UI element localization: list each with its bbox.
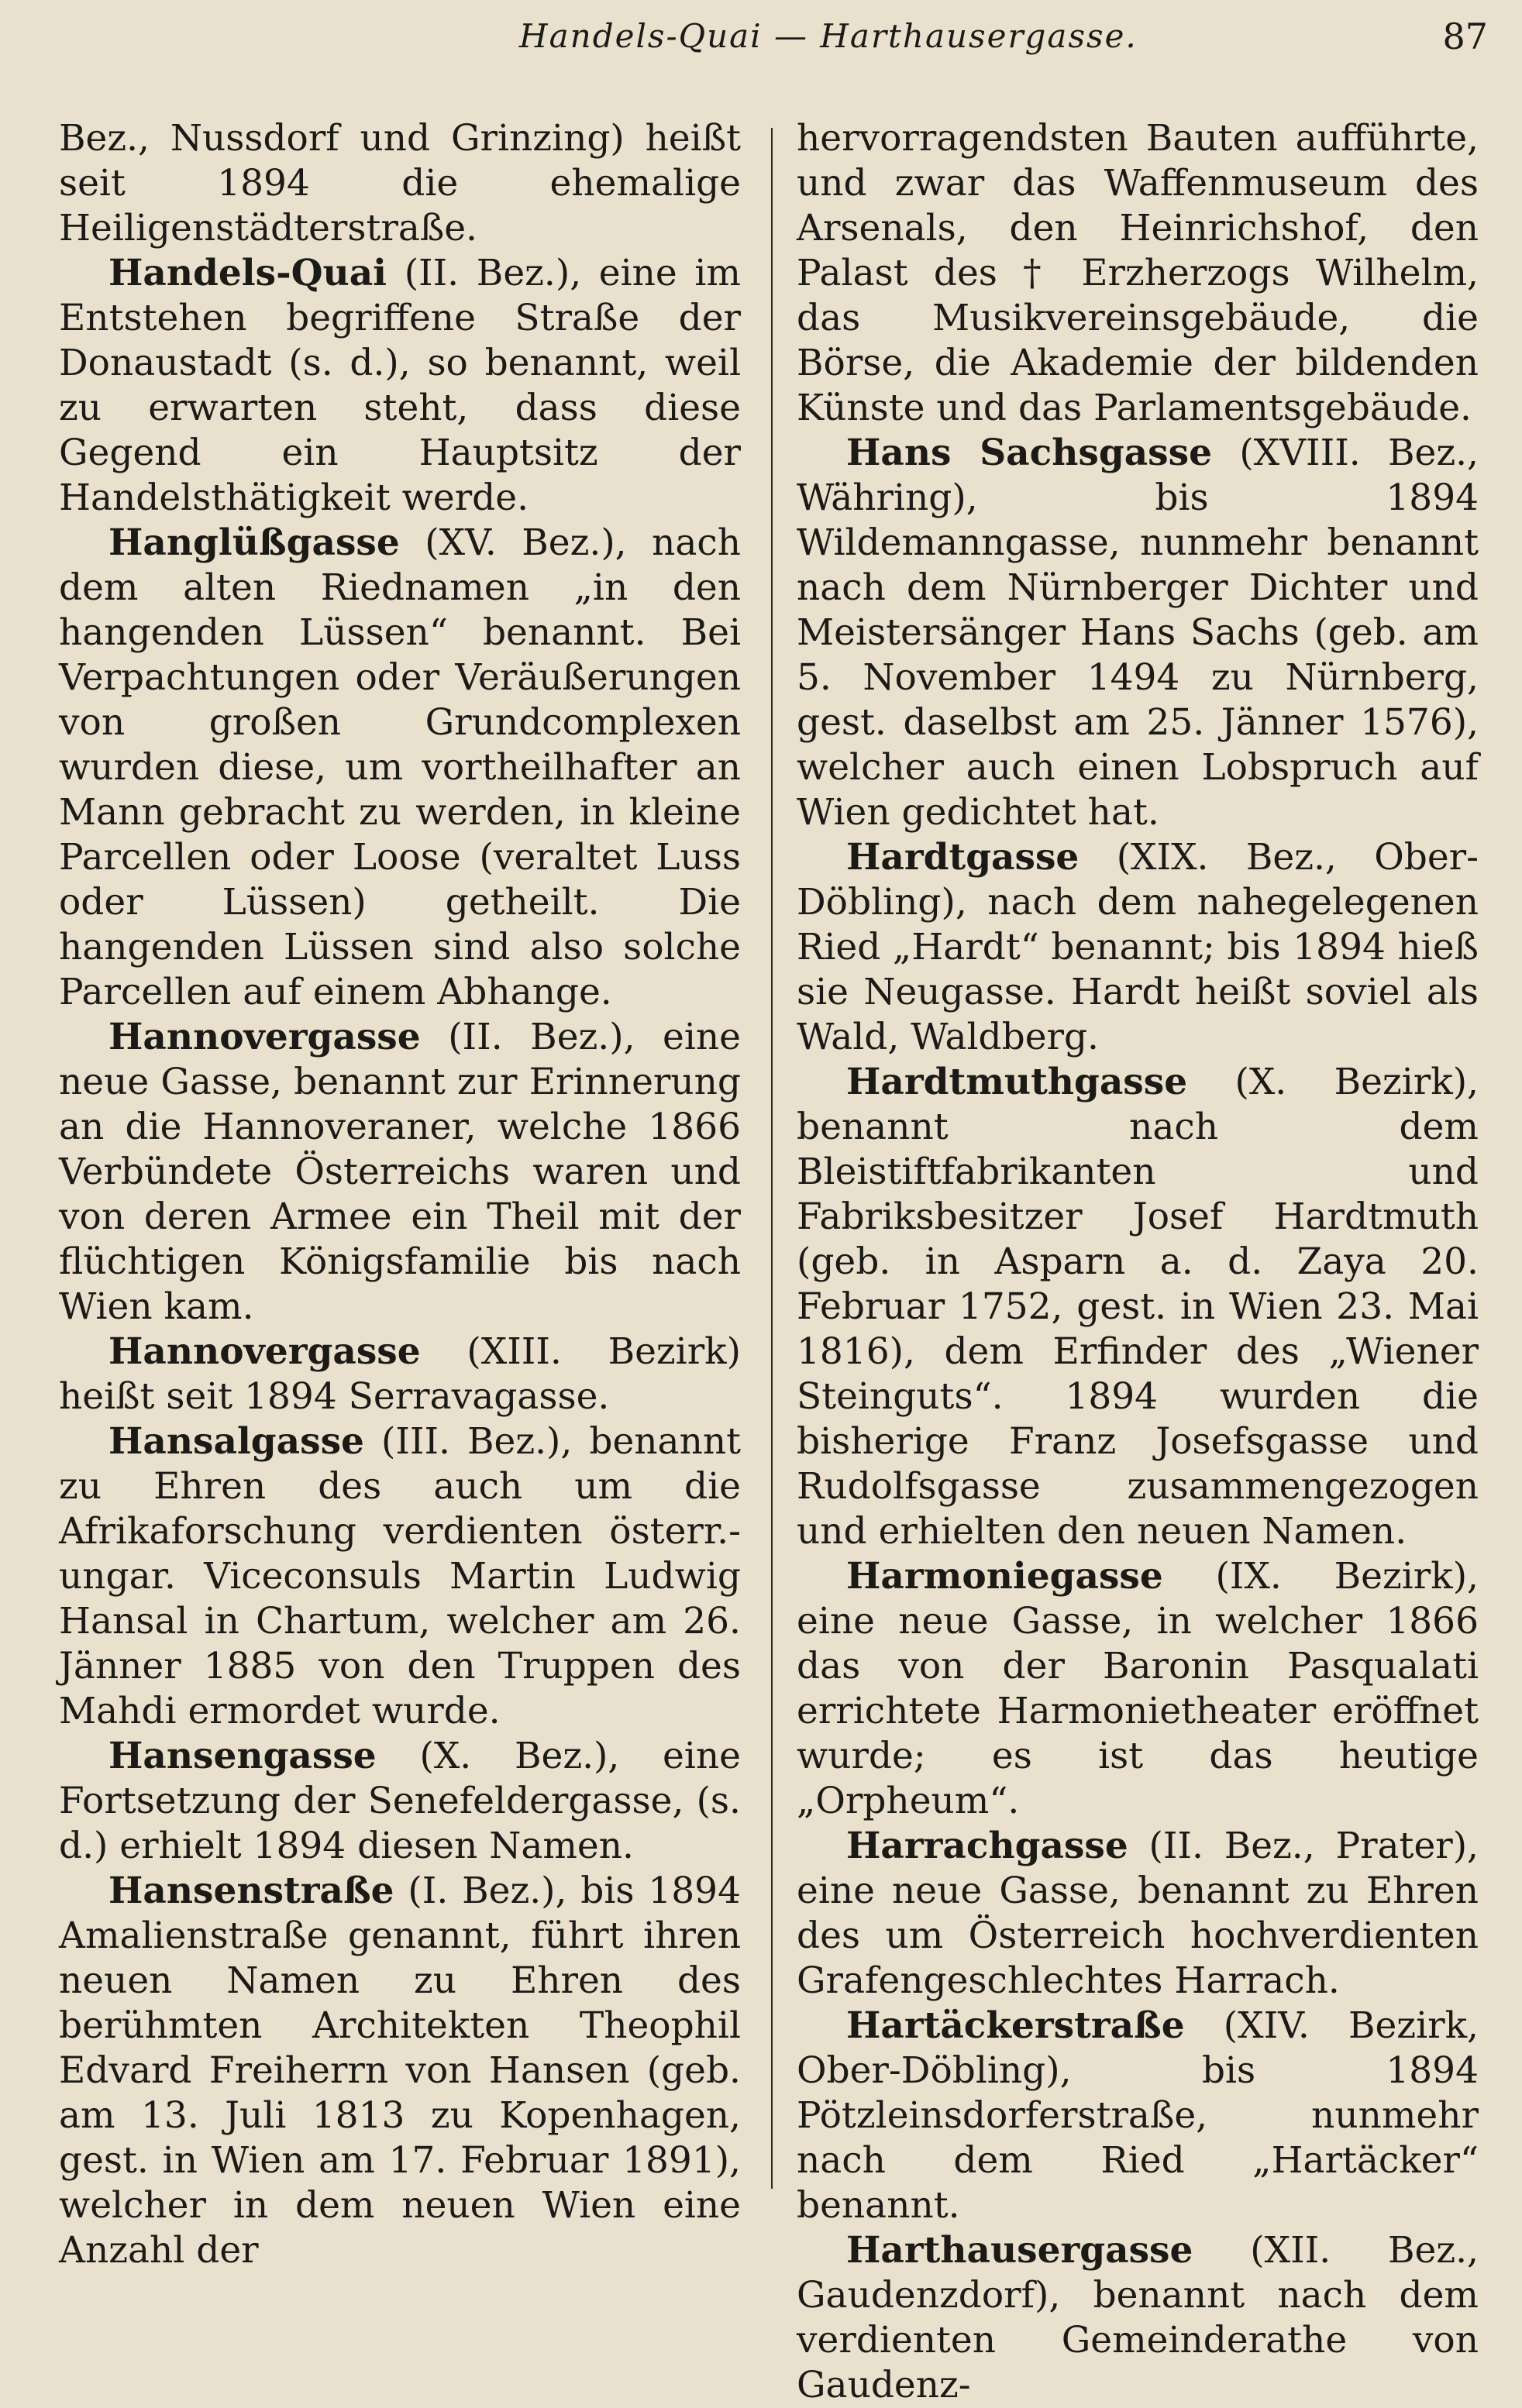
entry-head: Hansengasse xyxy=(108,1735,377,1777)
entry-text: (X. Bez.), eine Fortsetzung der Senefeldergasse, (s. d.) erhielt 1894 diesen Namen. xyxy=(59,1735,741,1867)
entry-text: (II. Bez., Prater), eine neue Gasse, benannt zu Ehren des um Österreich hochverdienten Grafengeschlechtes Harrach. xyxy=(797,1825,1479,2002)
entry-head: Hans Sachsgasse xyxy=(846,432,1213,474)
entry-head: Harmoniegasse xyxy=(846,1555,1163,1598)
entry-text: hervorragendsten Bauten aufführte, und zwar das Waffenmuseum des Arsenals, den Heinrichshof, den Palast des † Erzherzogs Wilhelm, das Musikvereinsgebäude, die Börse, die Akademie der bildenden Künste und das Parlamentsgebäude. xyxy=(797,117,1479,429)
entry xyxy=(59,1330,741,1419)
entry-head: Hardtmuthgasse xyxy=(846,1061,1188,1103)
entry xyxy=(797,835,1479,1060)
entry-text: (XII. Bez., Gaudenzdorf), benannt nach dem verdienten Gemeinderathe von Gaudenz- xyxy=(797,2229,1479,2406)
entry-head: Hannovergasse xyxy=(108,1016,421,1058)
entry xyxy=(59,1869,741,2273)
entry-text: (I. Bez.), bis 1894 Amalienstraße genannt, führt ihren neuen Namen zu Ehren des berühmten Architekten Theophil Edvard Freiherrn von Hansen (geb. am 13. Juli 1813 zu Kopenhagen, gest. in Wien am 17. Februar 1891), welcher in dem neuen Wien eine Anzahl der xyxy=(59,1870,741,2272)
entry xyxy=(59,1419,741,1734)
entry-text: (II. Bez.), eine im Entstehen begriffene Straße der Donaustadt (s. d.), so benannt, weil zu erwarten steht, dass diese Gegend ein Hauptsitz der Handelsthätigkeit werde. xyxy=(59,252,741,519)
entry-head: Hanglüßgasse xyxy=(108,521,400,564)
entry-text: (XV. Bez.), nach dem alten Riednamen „in den hangenden Lüssen“ benannt. Bei Verpachtungen oder Veräußerungen von großen Grundcomplexen wurden diese, um vortheilhafter an Mann gebracht zu werden, in kleine Parcellen oder Loose (veraltet Luss oder Lüssen) getheilt. Die hangenden Lüssen sind also solche Parcellen auf einem Abhange. xyxy=(59,521,741,1013)
entry xyxy=(59,1015,741,1330)
entry xyxy=(797,2228,1479,2408)
entry xyxy=(59,251,741,521)
entry xyxy=(59,116,741,251)
entry xyxy=(797,2004,1479,2228)
entry-head: Hansenstraße xyxy=(108,1870,394,1912)
entry xyxy=(797,431,1479,835)
entry-head: Harrachgasse xyxy=(846,1825,1128,1867)
entry-text: (II. Bez.), eine neue Gasse, benannt zur Erinnerung an die Hannoveraner, welche 1866 Verbündete Österreichs waren und von deren Armee ein Theil mit der flüchtigen Königsfamilie bis nach Wien kam. xyxy=(59,1016,741,1328)
entry-text: Bez., Nussdorf und Grinzing) heißt seit 1894 die ehemalige Heiligenstädterstraße. xyxy=(59,117,741,249)
entry-text: (XIV. Bezirk, Ober-Döbling), bis 1894 Pötzleinsdorferstraße, nunmehr nach dem Ried „Hartäcker“ benannt. xyxy=(797,2004,1479,2227)
left-column xyxy=(59,116,741,2273)
entry xyxy=(797,116,1479,431)
running-head: Handels-Quai — Harthausergasse. xyxy=(519,17,1138,55)
column-divider xyxy=(771,128,773,2189)
entry-head: Hardtgasse xyxy=(846,836,1080,879)
entry-text: (XIX. Bez., Ober-Döbling), nach dem nahegelegenen Ried „Hardt“ benannt; bis 1894 hieß sie Neugasse. Hardt heißt soviel als Wald, Waldberg. xyxy=(797,836,1479,1058)
entry-head: Hannovergasse xyxy=(108,1330,421,1373)
page-header xyxy=(46,11,1488,57)
entry xyxy=(797,1060,1479,1554)
entry-text: (XIII. Bezirk) heißt seit 1894 Serravagasse. xyxy=(59,1330,741,1418)
entry-text: (III. Bez.), benannt zu Ehren des auch um die Afrikaforschung verdienten österr.-ungar. Viceconsuls Martin Ludwig Hansal in Chartum, welcher am 26. Jänner 1885 von den Truppen des Mahdi ermordet wurde. xyxy=(59,1420,741,1732)
entry-head: Hartäckerstraße xyxy=(846,2004,1185,2047)
entry-text: (X. Bezirk), benannt nach dem Bleistiftfabrikanten und Fabriksbesitzer Josef Hardtmuth (geb. in Asparn a. d. Zaya 20. Februar 1752, gest. in Wien 23. Mai 1816), dem Erfinder des „Wiener Steinguts“. 1894 wurden die bisherige Franz Josefsgasse und Rudolfsgasse zusammengezogen und erhielten den neuen Namen. xyxy=(797,1061,1479,1553)
entry-text: (IX. Bezirk), eine neue Gasse, in welcher 1866 das von der Baronin Pasqualati errichtete Harmonietheater eröffnet wurde; es ist das heutige „Orpheum“. xyxy=(797,1555,1479,1822)
page-number: 87 xyxy=(1442,15,1488,57)
right-column xyxy=(797,116,1479,2408)
entry-head: Harthausergasse xyxy=(846,2229,1193,2272)
entry xyxy=(59,1734,741,1869)
entry xyxy=(59,521,741,1015)
entry xyxy=(797,1824,1479,2004)
entry-head: Handels-Quai xyxy=(108,252,387,294)
entry-head: Hansalgasse xyxy=(108,1420,364,1463)
entry xyxy=(797,1554,1479,1824)
entry-text: (XVIII. Bez., Währing), bis 1894 Wildemanngasse, nunmehr benannt nach dem Nürnberger Dichter und Meistersänger Hans Sachs (geb. am 5. November 1494 zu Nürnberg, gest. daselbst am 25. Jänner 1576), welcher auch einen Lobspruch auf Wien gedichtet hat. xyxy=(797,432,1479,834)
